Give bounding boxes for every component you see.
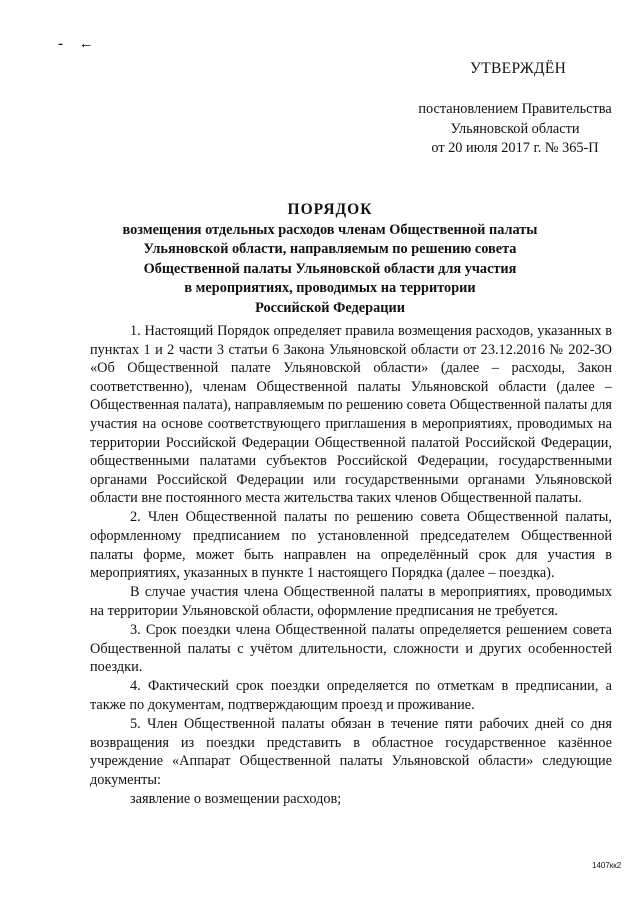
paragraph-2: 2. Член Общественной палаты по решению совета Общественной палаты, оформленному предписанием по установленной председателем Общественной палаты форме, может быть направлен на определённый срок для участия в мероприятиях, указанных в пункте 1 настоящего Порядка (далее – поездка). xyxy=(90,509,612,582)
title-line: Российской Федерации xyxy=(255,299,405,316)
title-line: Ульяновской области, направляемым по решению совета xyxy=(143,241,517,257)
corner-mark: - ← xyxy=(58,36,100,52)
title-line: Общественной палаты Ульяновской области для участия xyxy=(143,260,517,277)
footer-code: 1407кк2 xyxy=(592,861,622,870)
resolution-line: Ульяновской области xyxy=(450,120,580,137)
paragraph-2-note: В случае участия члена Общественной палаты в мероприятиях, проводимых на территории Ульяновской области, оформление предписания не требуется. xyxy=(90,584,612,619)
title-heading: ПОРЯДОК xyxy=(287,201,373,218)
paragraph-1: 1. Настоящий Порядок определяет правила возмещения расходов, указанных в пунктах 1 и 2 части 3 статьи 6 Закона Ульяновской области от 23.12.2016 № 202-ЗО «Об Общественной палате Ульяновской области» (далее – расходы, Закон соответственно), членам Общественной палаты Ульяновской области (далее – Общественная палата), направляемым по решению совета Общественной палаты для участия на основе соответствующего приглашения в мероприятиях, проводимых на территории Российской Федерации Общественной палатой Российской Федерации, общественными палатами субъектов Российской Федерации, государственными органами Российской Федерации или государственными органами Ульяновской области вне постоянного места жительства таких членов Общественной палаты. xyxy=(90,323,612,507)
document-title xyxy=(80,200,580,318)
resolution-line: постановлением Правительства xyxy=(418,101,612,117)
title-line: в мероприятиях, проводимых на территории xyxy=(184,280,476,296)
paragraph-4: 4. Фактический срок поездки определяется по отметкам в предписании, а также по документам, подтверждающим проезд и проживание. xyxy=(90,678,612,713)
paragraph-5-item: заявление о возмещении расходов; xyxy=(130,790,342,807)
resolution-line: от 20 июля 2017 г. № 365-П xyxy=(431,140,599,156)
approval-resolution xyxy=(395,100,635,159)
paragraph-5: 5. Член Общественной палаты обязан в течение пяти рабочих дней со дня возвращения из поездки представить в областное государственное казённое учреждение «Аппарат Общественной палаты Ульяновской области» следующие документы: xyxy=(90,715,612,788)
paragraph-3: 3. Срок поездки члена Общественной палаты определяется решением совета Общественной палаты с учётом длительности, сложности и других особенностей поездки. xyxy=(90,622,612,676)
approval-stamp: УТВЕРЖДЁН xyxy=(470,60,567,77)
title-line: возмещения отдельных расходов членам Общественной палаты xyxy=(122,221,538,238)
document-body xyxy=(90,322,612,809)
